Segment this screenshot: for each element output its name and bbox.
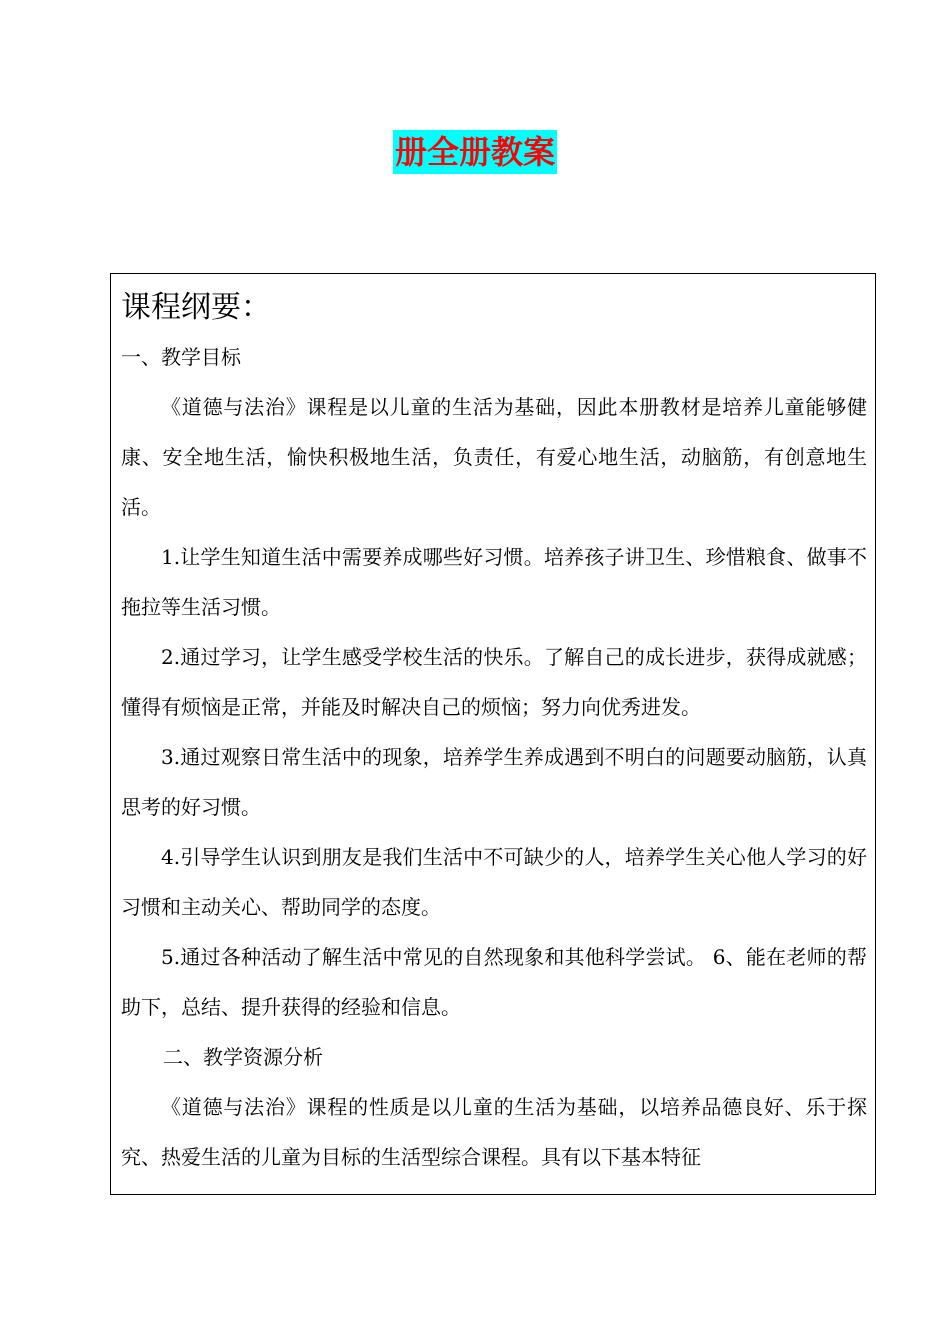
objective-item-3: 3.通过观察日常生活中的现象，培养学生养成遇到不明白的问题要动脑筋，认真思考的好习惯。 xyxy=(121,745,867,819)
resource-analysis-paragraph: 《道德与法治》课程的性质是以儿童的生活为基础，以培养品德良好、乐于探究、热爱生活的儿童为目标的生活型综合课程。具有以下基本特征 xyxy=(121,1095,867,1169)
document-title xyxy=(0,130,950,174)
section-heading-resource-analysis: 二、教学资源分析 xyxy=(163,1045,323,1069)
section-heading-teaching-goals: 一、教学目标 xyxy=(121,345,241,369)
document-title-text: 册全册教案 xyxy=(393,130,557,174)
objective-item-4: 4.引导学生认识到朋友是我们生活中不可缺少的人，培养学生关心他人学习的好习惯和主动关心、帮助同学的态度。 xyxy=(121,845,867,919)
course-outline-heading: 课程纲要： xyxy=(121,290,271,325)
course-outline-box xyxy=(110,273,876,1195)
objective-item-2: 2.通过学习，让学生感受学校生活的快乐。了解自己的成长进步，获得成就感；懂得有烦恼是正常，并能及时解决自己的烦恼；努力向优秀进发。 xyxy=(121,645,867,719)
objective-item-1: 1.让学生知道生活中需要养成哪些好习惯。培养孩子讲卫生、珍惜粮食、做事不拖拉等生活习惯。 xyxy=(121,545,867,619)
intro-paragraph: 《道德与法治》课程是以儿童的生活为基础，因此本册教材是培养儿童能够健康、安全地生活，愉快积极地生活，负责任，有爱心地生活，动脑筋，有创意地生活。 xyxy=(121,395,867,519)
objective-item-5: 5.通过各种活动了解生活中常见的自然现象和其他科学尝试。 6、能在老师的帮助下，总结、提升获得的经验和信息。 xyxy=(121,945,867,1019)
